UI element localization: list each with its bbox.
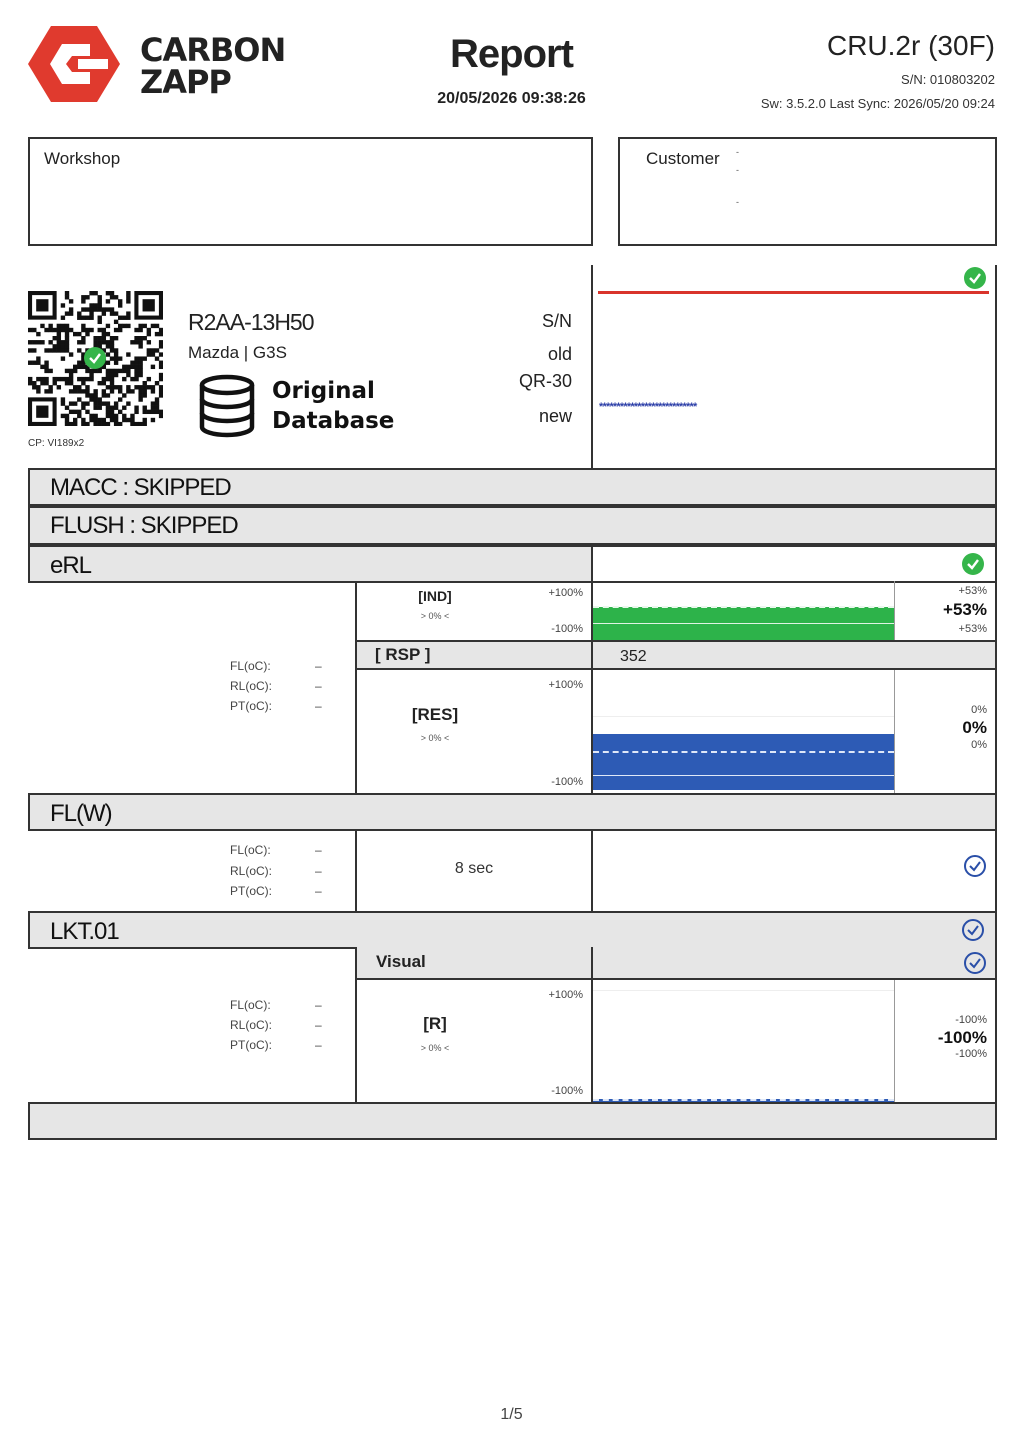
erl-values-divider-2: [894, 669, 895, 793]
software-sync: Sw: 3.5.2.0 Last Sync: 2026/05/20 09:24: [760, 96, 995, 111]
res-bar-baseline: [593, 775, 894, 776]
vehicle-divider: [591, 265, 593, 469]
r-sub: > 0% <: [420, 1043, 450, 1053]
r-values-divider: [894, 980, 895, 1104]
new-label: new: [538, 406, 572, 426]
ind-sub: > 0% <: [420, 611, 450, 621]
ind-tick-top: +100%: [548, 587, 583, 599]
customer-field-1: -: [736, 147, 739, 157]
qr-code: [28, 291, 163, 426]
erl-status-cell: [591, 545, 997, 583]
r-tick-bottom: -100%: [551, 1085, 583, 1097]
ind-value-top: +53%: [958, 585, 987, 597]
visual-row: [355, 947, 997, 980]
erl-title: eRL: [50, 552, 92, 579]
flw-duration: 8 sec: [454, 860, 494, 877]
lkt-fl-temp-value: –: [315, 998, 322, 1012]
erl-pt-temp-value: –: [315, 699, 322, 713]
closing-bar: [28, 1102, 997, 1140]
database-icon: [198, 374, 256, 438]
res-tick-top: +100%: [548, 679, 583, 691]
lkt-fl-temp-label: FL(oC):: [230, 998, 271, 1012]
visual-divider: [591, 947, 593, 978]
flw-rl-temp-label: RL(oC):: [230, 864, 273, 878]
r-bar-area: [593, 980, 894, 1102]
logo-text-carbon: CARBON: [140, 31, 286, 69]
new-sn-value: ****************************: [599, 401, 697, 413]
res-value: 0%: [962, 718, 987, 737]
r-tick-top: +100%: [548, 989, 583, 1001]
qr-verified-check-icon: [84, 347, 106, 369]
ind-tick-bottom: -100%: [551, 623, 583, 635]
logo-text-zapp: ZAPP: [140, 63, 231, 101]
ind-bar-baseline: [593, 623, 894, 624]
flw-pt-temp-value: –: [315, 884, 322, 898]
page-number: 1/5: [500, 1406, 523, 1423]
erl-fl-temp-label: FL(oC):: [230, 659, 271, 673]
flw-fl-temp-value: –: [315, 843, 322, 857]
customer-field-3: -: [736, 197, 739, 207]
vehicle-model: Mazda | G3S: [188, 343, 287, 362]
old-label: old: [547, 344, 572, 364]
flw-right-border: [995, 829, 997, 912]
r-label: [R]: [423, 1014, 447, 1033]
database-label-line2: Database: [272, 408, 395, 434]
res-tick-bottom: -100%: [551, 776, 583, 788]
customer-label: Customer: [646, 149, 720, 168]
flush-section: [28, 506, 997, 545]
lkt-pt-temp-label: PT(oC):: [230, 1038, 272, 1052]
device-name: CRU.2r (30F): [826, 30, 995, 61]
rsp-row: [355, 640, 997, 670]
workshop-box: [28, 137, 593, 246]
lkt-pt-temp-value: –: [315, 1038, 322, 1052]
vehicle-code: R2AA-13H50: [188, 309, 314, 335]
lkt-check-icon: [962, 919, 984, 941]
macc-status: MACC : SKIPPED: [50, 474, 231, 501]
lkt-title: LKT.01: [50, 918, 119, 945]
workshop-label: Workshop: [44, 149, 121, 168]
rsp-label: [ RSP ]: [375, 645, 431, 664]
res-bar-dashline: [593, 751, 894, 753]
res-value-top: 0%: [971, 704, 987, 716]
res-bar-area: [593, 670, 894, 791]
lkt-section: [28, 911, 593, 949]
lkt-rl-temp-value: –: [315, 1018, 322, 1032]
erl-pass-check-icon: [962, 553, 984, 575]
customer-field-2: -: [736, 165, 739, 175]
macc-section: [28, 468, 997, 506]
flw-mid-divider: [591, 829, 593, 912]
visual-label: Visual: [376, 952, 426, 971]
flw-rl-temp-value: –: [315, 864, 322, 878]
ind-bar-dashline: [593, 606, 894, 608]
rsp-value: 352: [620, 648, 647, 665]
vehicle-right-border: [995, 265, 997, 469]
res-bar-topline: [593, 716, 894, 717]
flw-section: [28, 793, 593, 831]
lkt-rl-temp-label: RL(oC):: [230, 1018, 273, 1032]
page-title: Report: [450, 32, 573, 76]
res-value-bottom: 0%: [971, 739, 987, 751]
erl-section: [28, 545, 593, 583]
old-sn-line: [598, 291, 989, 294]
flw-status-cell: [591, 793, 997, 831]
ind-value: +53%: [943, 600, 987, 619]
visual-check-icon: [964, 952, 986, 974]
erl-values-divider: [894, 581, 895, 641]
erl-fl-temp-value: –: [315, 659, 322, 673]
cp-code: CP: VI189x2: [28, 438, 85, 449]
database-label-line1: Original: [272, 378, 375, 404]
qr-label: QR-30: [518, 371, 572, 391]
ind-value-bottom: +53%: [958, 623, 987, 635]
sn-status-check-icon: [964, 267, 986, 289]
erl-right-border: [995, 581, 997, 793]
ind-bar-area: [593, 583, 894, 640]
flush-status: FLUSH : SKIPPED: [50, 512, 238, 539]
erl-rl-temp-label: RL(oC):: [230, 679, 273, 693]
device-serial: S/N: 010803202: [901, 72, 995, 87]
customer-box: [618, 137, 997, 246]
rsp-divider: [591, 642, 593, 668]
r-value-bottom: -100%: [955, 1048, 987, 1060]
lkt-status-cell: [591, 911, 997, 949]
ind-label: [IND]: [418, 588, 452, 604]
report-datetime: 20/05/2026 09:38:26: [437, 90, 586, 107]
erl-pt-temp-label: PT(oC):: [230, 699, 272, 713]
flw-check-icon: [964, 855, 986, 877]
r-value: -100%: [937, 1028, 987, 1047]
flw-title: FL(W): [50, 800, 112, 827]
res-label: [RES]: [411, 705, 459, 724]
sn-label: S/N: [541, 311, 572, 331]
r-value-top: -100%: [955, 1014, 987, 1026]
flw-pt-temp-label: PT(oC):: [230, 884, 272, 898]
res-sub: > 0% <: [420, 733, 450, 743]
erl-rl-temp-value: –: [315, 679, 322, 693]
r-bar-topline: [593, 990, 894, 991]
flw-fl-temp-label: FL(oC):: [230, 843, 271, 857]
res-bar: [593, 734, 894, 790]
